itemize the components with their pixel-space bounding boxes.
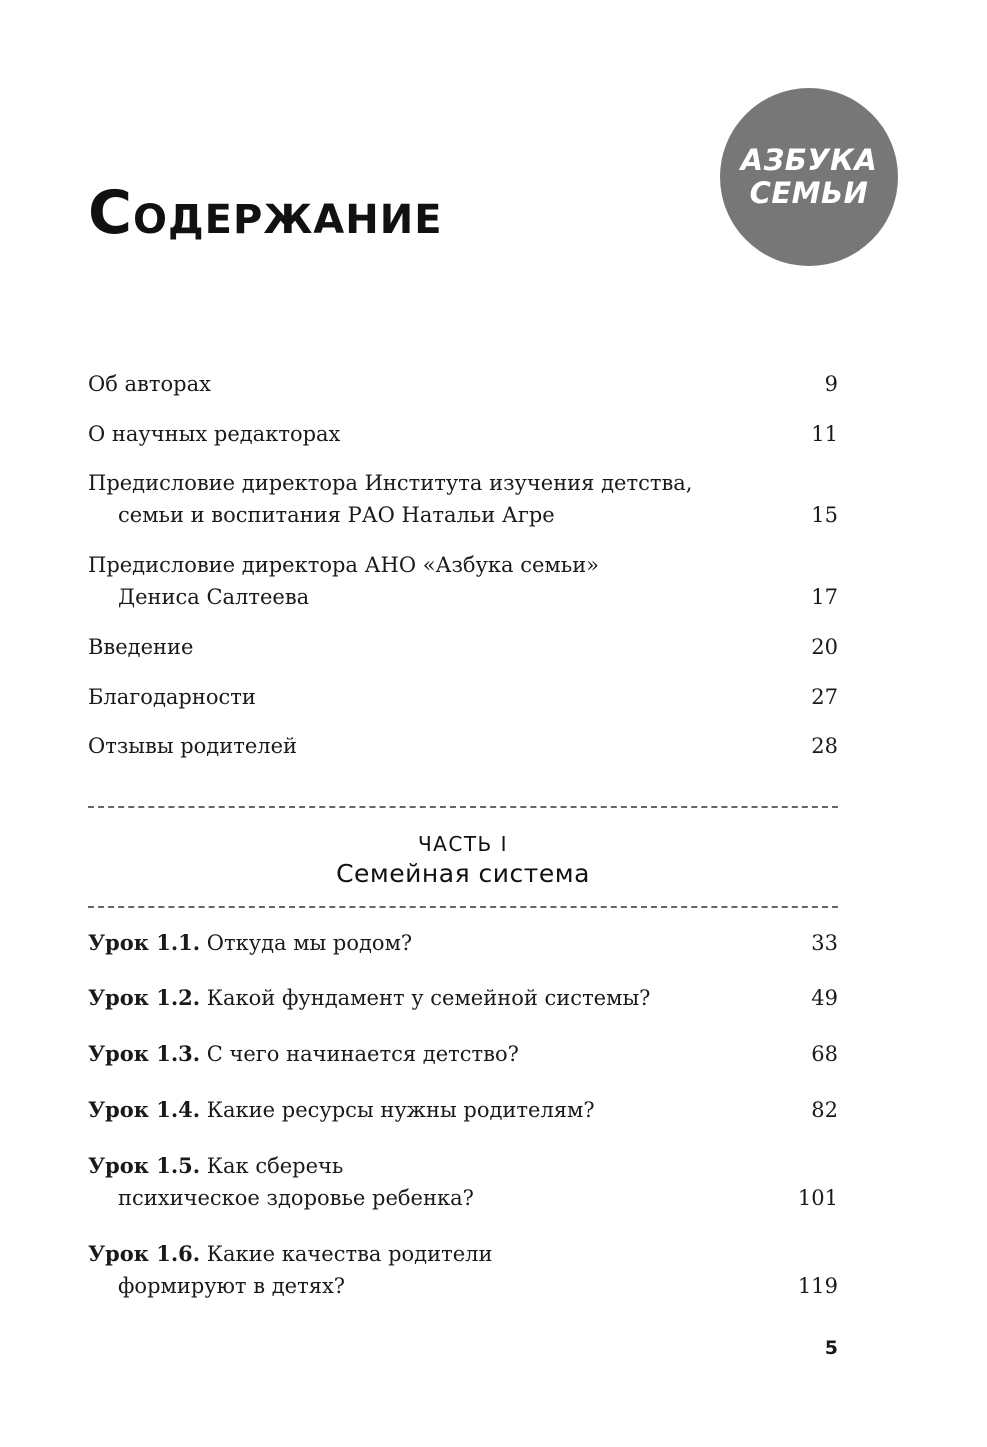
toc-entry-page: 15 <box>811 503 838 527</box>
lesson-title-line-2: психическое здоровье ребенка? <box>118 1186 474 1210</box>
toc-entry-foreword-salteev[interactable] <box>88 549 838 613</box>
title-rest: ОДЕРЖАНИЕ <box>133 197 443 243</box>
lesson-number: Урок 1.4. <box>88 1097 201 1122</box>
toc-entry-line-2: Дениса Салтеева <box>118 585 310 609</box>
toc-entry-page: 101 <box>797 1186 838 1210</box>
lesson-title: С чего начинается детство? <box>206 1042 519 1066</box>
lesson-title-line-2: формируют в детях? <box>118 1274 346 1298</box>
lesson-number: Урок 1.1. <box>88 930 201 955</box>
toc-lesson-1-2[interactable] <box>88 982 838 1014</box>
toc-entry-line-1: Предисловие директора Института изучения детства, <box>88 471 693 495</box>
toc-entry-page: 82 <box>811 1098 838 1122</box>
series-badge <box>720 88 898 266</box>
lesson-number: Урок 1.5. <box>88 1153 201 1178</box>
toc-entry-introduction[interactable] <box>88 631 838 663</box>
toc-entry-page: 20 <box>811 635 838 659</box>
toc-entry-text: Отзывы родителей <box>88 734 298 758</box>
toc-entry-text: О научных редакторах <box>88 422 341 446</box>
lesson-number: Урок 1.2. <box>88 985 201 1010</box>
part-label: ЧАСТЬ I <box>417 832 509 856</box>
lesson-title: Какой фундамент у семейной системы? <box>206 986 651 1010</box>
toc-lesson-1-4[interactable] <box>88 1094 838 1126</box>
toc-entry-line-2: семьи и воспитания РАО Натальи Агре <box>118 503 555 527</box>
toc-entry-page: 28 <box>811 734 838 758</box>
toc-entry-text: Благодарности <box>88 685 256 709</box>
badge-line-2: СЕМЬИ <box>749 176 869 210</box>
title-initial: С <box>88 178 134 248</box>
page-title <box>88 178 443 255</box>
page-number: 5 <box>824 1337 838 1359</box>
toc-entry-text: Об авторах <box>88 372 211 396</box>
toc-entry-about-editors[interactable] <box>88 418 838 450</box>
toc-entry-page: 49 <box>811 986 838 1010</box>
lesson-title: Как сберечь <box>206 1154 344 1178</box>
lesson-number: Урок 1.6. <box>88 1241 201 1266</box>
toc-entry-parent-reviews[interactable] <box>88 730 838 762</box>
toc-entry-text: Введение <box>88 635 194 659</box>
toc-entry-page: 33 <box>811 931 838 955</box>
toc-entry-page: 17 <box>811 585 838 609</box>
toc-entry-page: 11 <box>811 422 838 446</box>
toc-lesson-1-3[interactable] <box>88 1038 838 1070</box>
lesson-number: Урок 1.3. <box>88 1041 201 1066</box>
toc-entry-about-authors[interactable] <box>88 368 838 400</box>
lesson-title: Какие ресурсы нужны родителям? <box>206 1098 595 1122</box>
toc-entry-line-1: Предисловие директора АНО «Азбука семьи» <box>88 553 600 577</box>
toc-entry-page: 68 <box>811 1042 838 1066</box>
toc-lesson-1-5[interactable] <box>88 1150 838 1214</box>
lesson-title: Откуда мы родом? <box>206 931 413 955</box>
lesson-title: Какие качества родители <box>206 1242 493 1266</box>
toc-entry-page: 27 <box>811 685 838 709</box>
part-divider-top <box>88 806 838 808</box>
part-title: Семейная система <box>336 859 590 888</box>
toc-entry-page: 119 <box>797 1274 838 1298</box>
part-divider-bottom <box>88 906 838 908</box>
toc-lesson-1-6[interactable] <box>88 1238 838 1302</box>
badge-line-1: АЗБУКА <box>740 143 878 177</box>
toc-entry-acknowledgements[interactable] <box>88 681 838 713</box>
toc-entry-page: 9 <box>824 372 838 396</box>
toc-entry-foreword-agre[interactable] <box>88 467 838 531</box>
toc-lesson-1-1[interactable] <box>88 927 838 959</box>
